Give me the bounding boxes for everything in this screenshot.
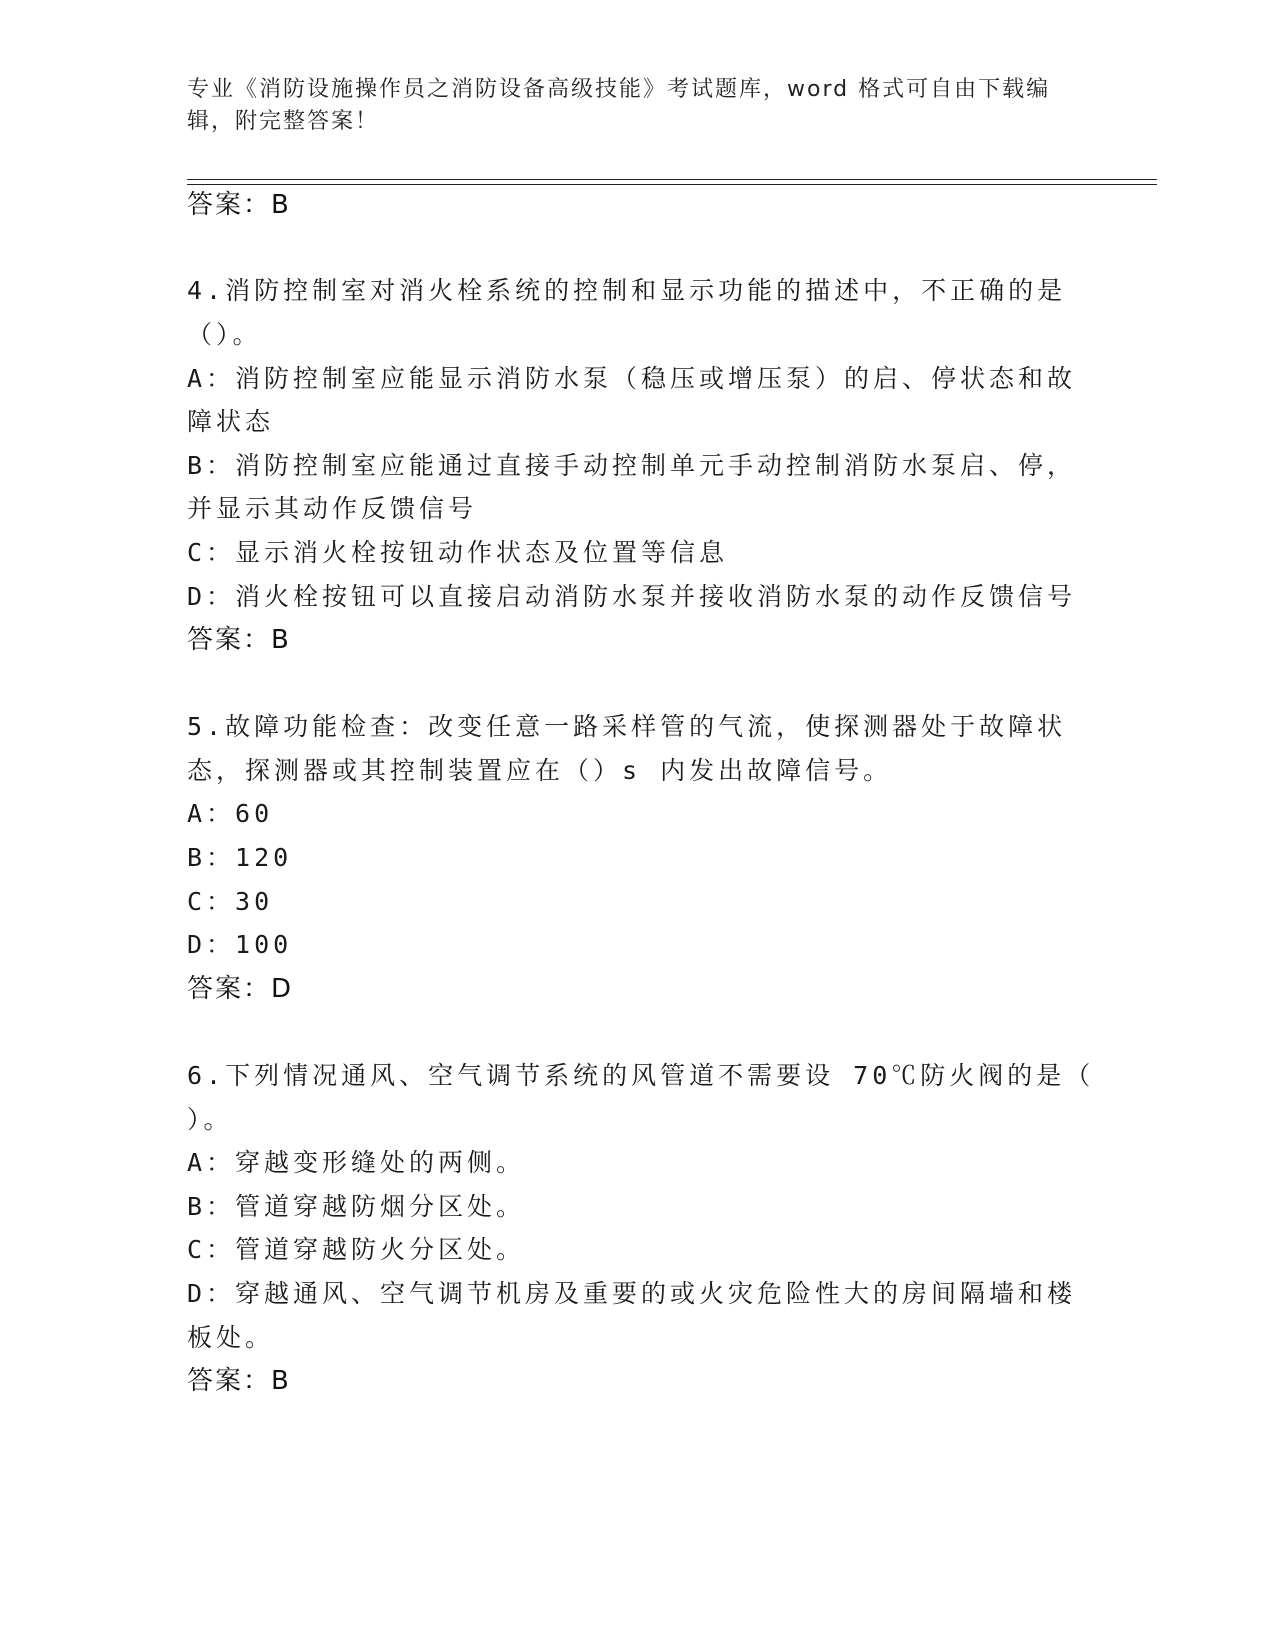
question-5-option-a: A：60 [187,799,274,828]
header-line-2: 辑，附完整答案！ [187,109,380,134]
question-4-option-b-line-2: 并显示其动作反馈信号 [187,494,478,523]
question-4-option-b-line-1: B：消防控制室应能通过直接手动控制单元手动控制消防水泵启、停， [187,451,1077,480]
question-4-option-c: C：显示消火栓按钮动作状态及位置等信息 [187,538,729,567]
question-5-option-b: B：120 [187,843,293,872]
header-rule-bottom [187,184,1157,185]
question-6-option-d-line-2: 板处。 [187,1323,275,1352]
question-4-option-a-line-1: A：消防控制室应能显示消防水泵（稳压或增压泵）的启、停状态和故 [187,364,1077,393]
question-5-stem-line-1: 5.故障功能检查：改变任意一路采样管的气流，使探测器处于故障状 [187,712,1067,741]
document-header [187,74,1067,138]
header-line-1: 专业《消防设施操作员之消防设备高级技能》考试题库，word 格式可自由下载编 [187,77,1051,102]
question-4-option-d: D：消火栓按钮可以直接启动消防水泵并接收消防水泵的动作反馈信号 [187,582,1077,611]
header-rule-top [187,179,1157,180]
question-6-option-d-line-1: D：穿越通风、空气调节机房及重要的或火灾危险性大的房间隔墙和楼 [187,1279,1077,1308]
question-4-stem-line-2: （）。 [187,320,262,349]
question-6-option-b: B：管道穿越防烟分区处。 [187,1192,526,1221]
question-6-stem-line-1: 6.下列情况通风、空气调节系统的风管道不需要设 70℃防火阀的是（ [187,1061,1095,1090]
question-4-stem-line-1: 4.消防控制室对消火栓系统的控制和显示功能的描述中，不正确的是 [187,276,1067,305]
answer-previous: 答案：B [187,190,291,220]
question-5-option-d: D：100 [187,930,293,959]
question-6-stem-line-2: ）。 [187,1105,233,1134]
question-5-stem-line-2: 态，探测器或其控制装置应在（）s 内发出故障信号。 [187,756,893,785]
question-6-option-a: A：穿越变形缝处的两侧。 [187,1148,526,1177]
question-6-answer: 答案：B [187,1366,291,1396]
question-4-answer: 答案：B [187,625,291,655]
question-5-answer: 答案：D [187,974,294,1004]
question-6-option-c: C：管道穿越防火分区处。 [187,1235,526,1264]
question-4-option-a-line-2: 障状态 [187,407,275,436]
question-5-option-c: C：30 [187,887,274,916]
